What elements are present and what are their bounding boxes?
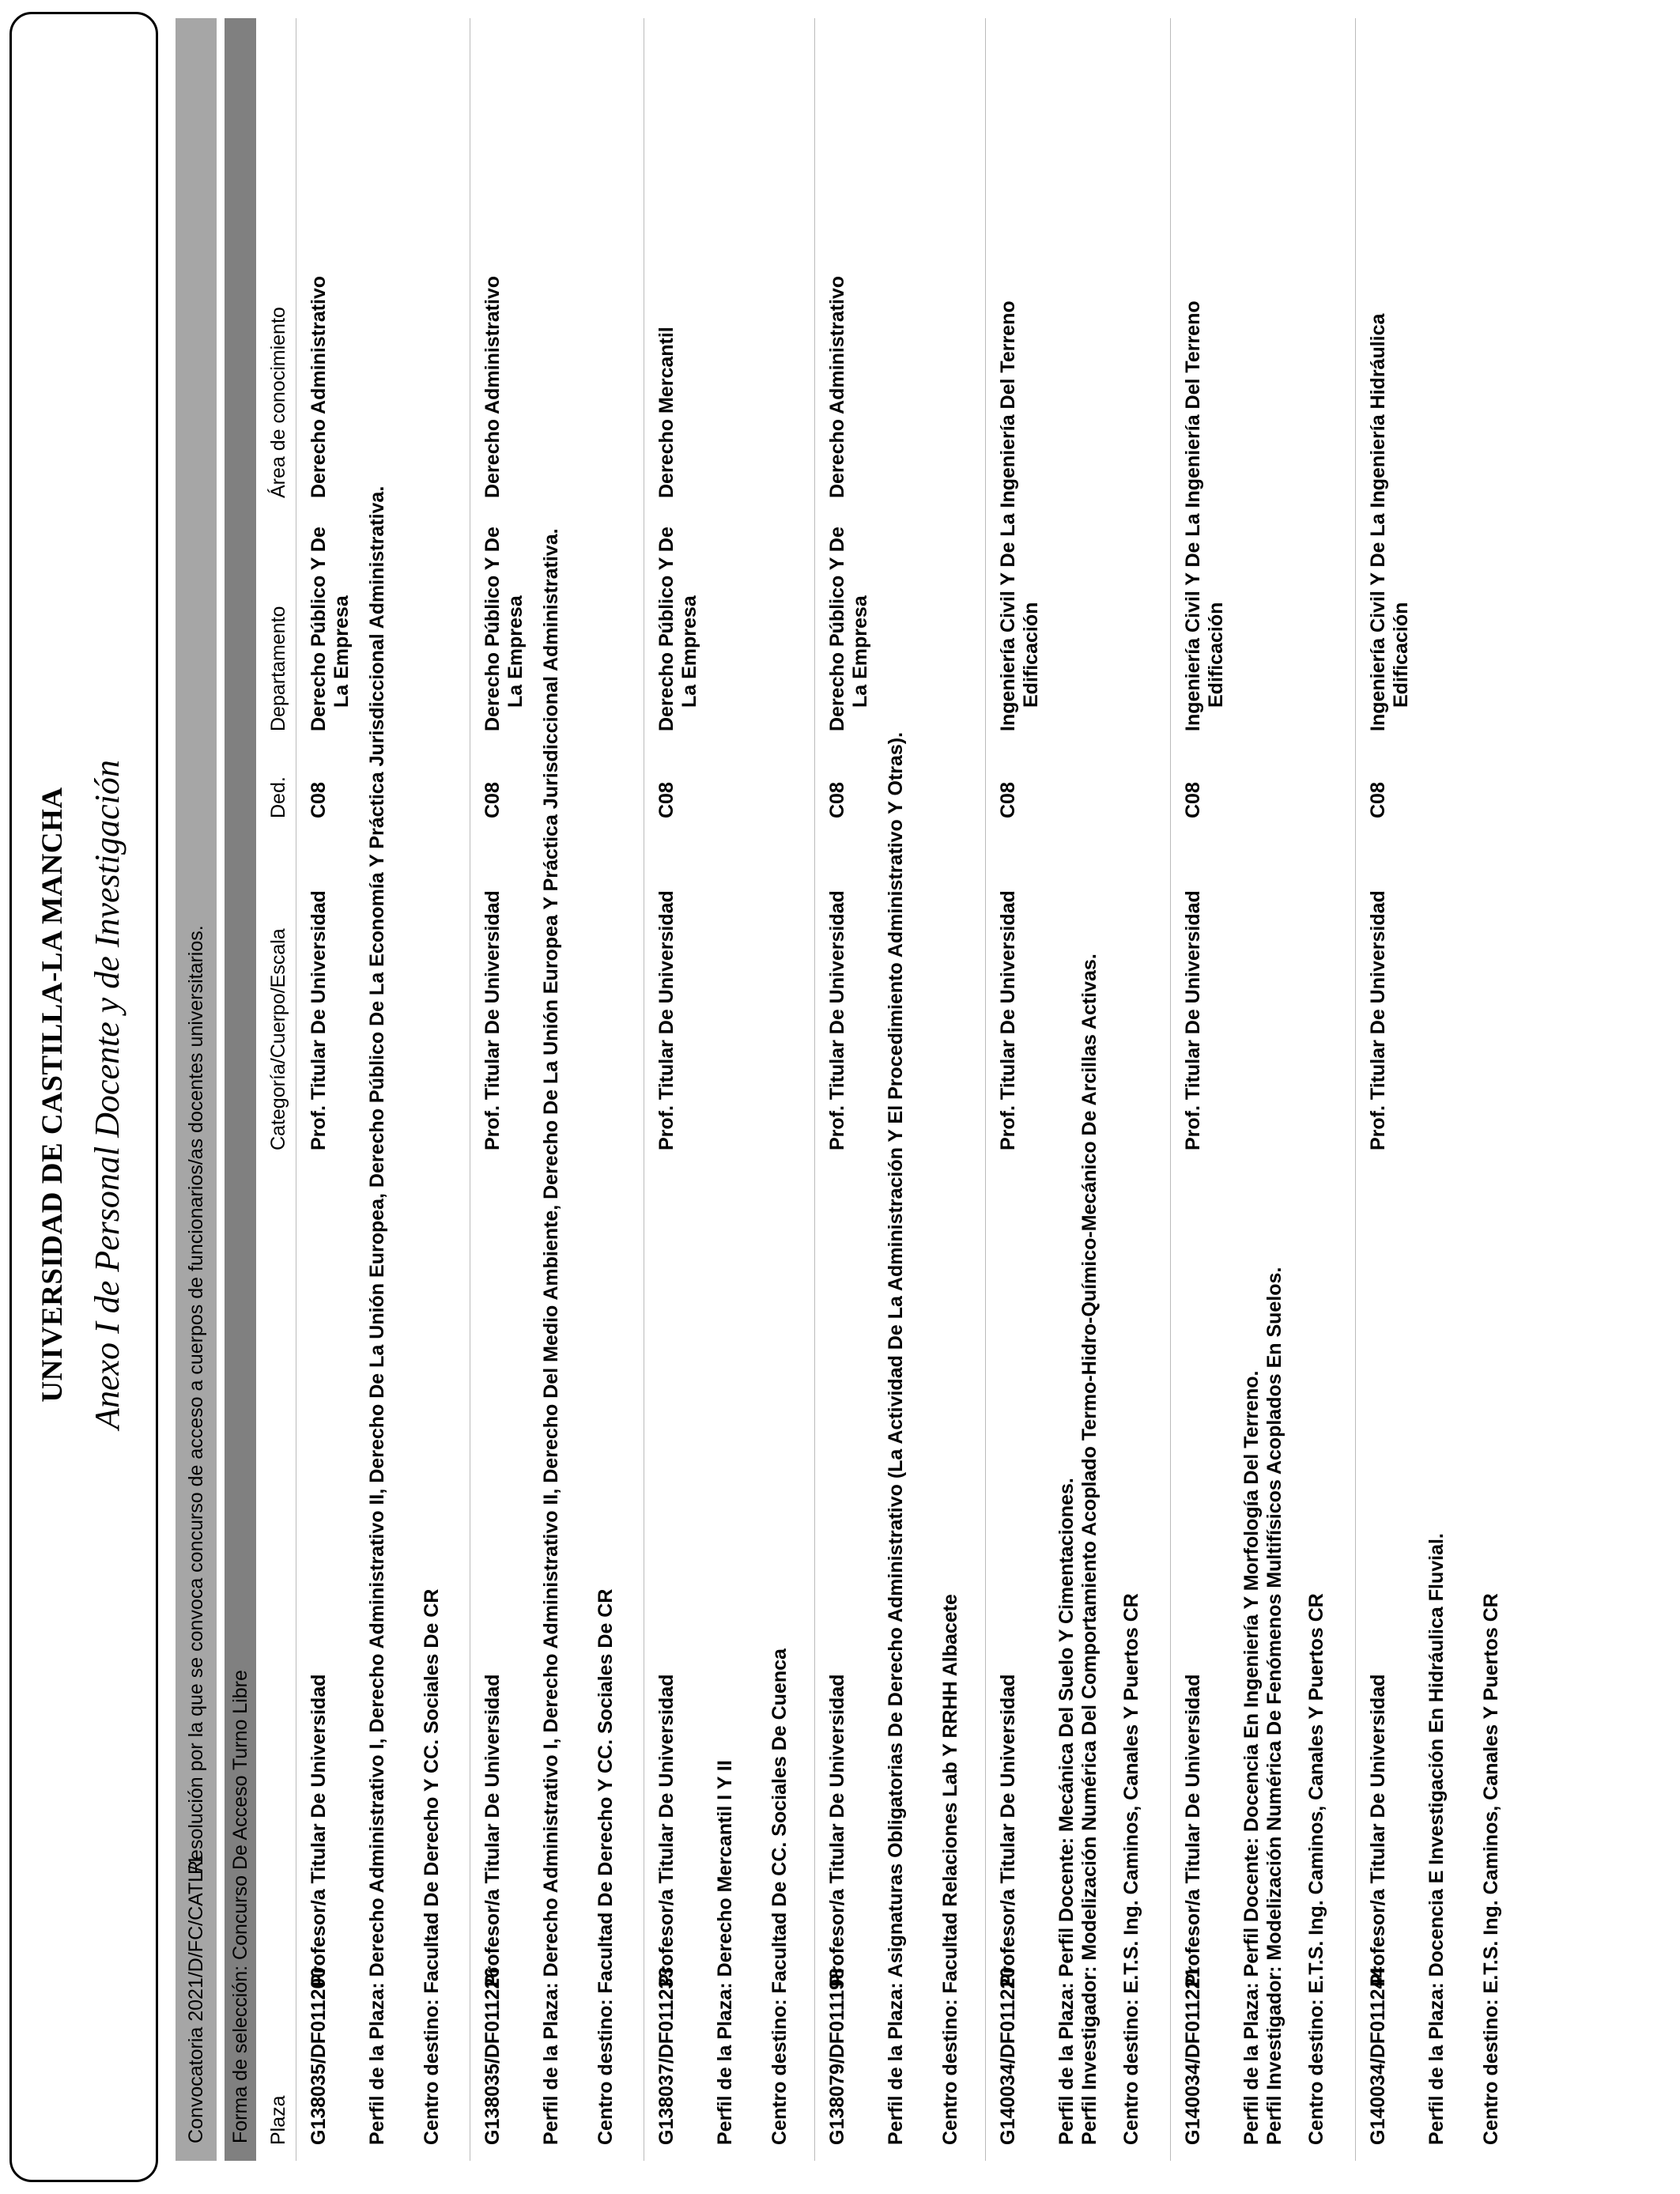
departamento-line: La Empresa: [330, 595, 353, 708]
plaza-dedicacion: C08: [826, 782, 848, 818]
plaza-centro-destino: Centro destino: E.T.S. Ing. Caminos, Canales Y Puertos CR: [1480, 1593, 1502, 2145]
record-block: [985, 18, 1171, 2161]
plaza-centro-destino: Centro destino: Facultad De CC. Sociales De Cuenca: [768, 1648, 791, 2145]
plaza-categoria: Prof. Titular De Universidad: [997, 890, 1019, 1150]
departamento-line: La Empresa: [504, 595, 527, 708]
convocatoria-bar: [176, 18, 217, 2161]
perfil-line: Perfil Investigador: Modelización Numérica De Fenómenos Multifísicos Acoplados En Suelos.: [1263, 1267, 1285, 2145]
perfil-line: Perfil de la Plaza: Docencia E Investigación En Hidráulica Fluvial.: [1425, 1533, 1448, 2145]
record-block: [644, 18, 815, 2161]
plaza-code: G138035/DF011200: [308, 1966, 330, 2145]
record-block: [1355, 18, 1535, 2161]
plaza-perfil: [366, 486, 389, 2145]
annex-title: Anexo I de Personal Docente y de Investigación: [88, 760, 126, 1429]
plaza-dedicacion: C08: [997, 782, 1019, 818]
plaza-centro-destino: Centro destino: E.T.S. Ing. Caminos, Canales Y Puertos CR: [1120, 1593, 1142, 2145]
departamento-line: Ingeniería Civil Y De La Ingeniería Hidráulica: [1367, 313, 1389, 731]
record-block: [814, 18, 986, 2161]
perfil-line: Perfil de la Plaza: Derecho Mercantil I Y II: [714, 1760, 736, 2145]
record-block: [470, 18, 644, 2161]
plaza-departamento: [655, 527, 701, 731]
col-plaza: Plaza: [267, 2095, 289, 2145]
plaza-departamento: [308, 527, 353, 731]
convocatoria-resolution: Resolución por la que se convoca concurso de acceso a cuerpos de funcionarios/as docentes universitarios.: [185, 925, 207, 1875]
record-block: [296, 18, 470, 2161]
selection-bar: [225, 18, 256, 2161]
table-header: [256, 18, 296, 2161]
col-area: Área de conocimiento: [267, 307, 289, 498]
plaza-area: Derecho Mercantil: [655, 327, 678, 498]
plaza-categoria-short: Profesor/a Titular De Universidad: [308, 1674, 330, 1987]
plaza-centro-destino: Centro destino: Facultad De Derecho Y CC. Sociales De CR: [421, 1588, 443, 2145]
plaza-area: Derecho Administrativo: [481, 275, 504, 498]
plaza-code: G140034/DF011244: [1367, 1966, 1389, 2145]
perfil-line: Perfil de la Plaza: Derecho Administrativo I, Derecho Administrativo II, Derecho De La Unión Europea, Derecho Público De La Economía Y Práctica Jurisdiccional Administrativa.: [366, 485, 388, 2145]
plaza-perfil: [1240, 1267, 1286, 2145]
plaza-departamento: [997, 300, 1043, 731]
plaza-code: G140034/DF011220: [997, 1966, 1019, 2145]
plaza-area: Derecho Administrativo: [308, 275, 330, 498]
plaza-code: G140034/DF011221: [1182, 1966, 1204, 2145]
perfil-line: Perfil de la Plaza: Perfil Docente: Mecánica Del Suelo Y Cimentaciones.: [1055, 1478, 1078, 2145]
departamento-line: Ingeniería Civil Y De La Ingeniería Del Terreno: [1182, 300, 1204, 731]
perfil-line: Perfil de la Plaza: Derecho Administrativo I, Derecho Administrativo II, Derecho Del Medio Ambiente, Derecho De La Unión Europea Y Práctica Jurisdiccional Administrativa.: [540, 528, 562, 2145]
plaza-centro-destino: Centro destino: E.T.S. Ing. Caminos, Canales Y Puertos CR: [1305, 1593, 1327, 2145]
perfil-line: Perfil de la Plaza: Perfil Docente: Docencia En Ingeniería Y Morfología Del Terreno.: [1240, 1370, 1263, 2145]
record-block: [1170, 18, 1356, 2161]
plaza-categoria-short: Profesor/a Titular De Universidad: [826, 1674, 848, 1987]
title-box: [9, 12, 158, 2182]
plaza-centro-destino: Centro destino: Facultad Relaciones Lab Y RRHH Albacete: [939, 1594, 961, 2145]
plaza-departamento: [1367, 314, 1413, 731]
departamento-line: La Empresa: [678, 595, 700, 708]
plaza-dedicacion: C08: [1182, 782, 1204, 818]
plaza-departamento: [1182, 300, 1228, 731]
plaza-categoria: Prof. Titular De Universidad: [1182, 890, 1204, 1150]
university-title: UNIVERSIDAD DE CASTILLA-LA MANCHA: [36, 787, 69, 1403]
departamento-line: Derecho Público Y De: [308, 527, 330, 731]
plaza-perfil: [540, 528, 563, 2145]
col-ded: Ded.: [267, 776, 289, 818]
departamento-line: Edificación: [1020, 602, 1042, 708]
departamento-line: La Empresa: [849, 595, 871, 708]
plaza-departamento: [481, 527, 527, 731]
plaza-perfil: [1055, 954, 1101, 2145]
plaza-categoria: Prof. Titular De Universidad: [481, 890, 504, 1150]
plaza-centro-destino: Centro destino: Facultad De Derecho Y CC. Sociales De CR: [595, 1588, 617, 2145]
departamento-line: Edificación: [1390, 602, 1412, 708]
col-departamento: Departamento: [267, 606, 289, 731]
plaza-perfil: [714, 1760, 737, 2145]
plaza-dedicacion: C08: [655, 782, 678, 818]
plaza-code: G138037/DF011233: [655, 1966, 678, 2145]
plaza-categoria-short: Profesor/a Titular De Universidad: [1367, 1674, 1389, 1987]
perfil-line: Perfil de la Plaza: Asignaturas Obligatorias De Derecho Administrativo (La Actividad De La Administración Y El Procedimiento Administrativo Y Otras).: [885, 731, 907, 2145]
selection-text: Forma de selección: Concurso De Acceso Turno Libre: [229, 1670, 251, 2143]
plaza-dedicacion: C08: [308, 782, 330, 818]
plaza-perfil: [885, 732, 908, 2145]
departamento-line: Ingeniería Civil Y De La Ingeniería Del Terreno: [997, 300, 1019, 731]
plaza-categoria: Prof. Titular De Universidad: [655, 890, 678, 1150]
plaza-categoria: Prof. Titular De Universidad: [1367, 890, 1389, 1150]
plaza-perfil: [1425, 1533, 1448, 2145]
col-categoria: Categoría/Cuerpo/Escala: [267, 928, 289, 1150]
plaza-dedicacion: C08: [481, 782, 504, 818]
plaza-categoria: Prof. Titular De Universidad: [308, 890, 330, 1150]
plaza-dedicacion: C08: [1367, 782, 1389, 818]
perfil-line: Perfil Investigador: Modelización Numérica Del Comportamiento Acoplado Termo-Hidro-Químico-Mecánico De Arcillas Activas.: [1078, 954, 1100, 2145]
plaza-categoria-short: Profesor/a Titular De Universidad: [997, 1674, 1019, 1987]
plaza-categoria-short: Profesor/a Titular De Universidad: [481, 1674, 504, 1987]
convocatoria-code: Convocatoria 2021/D/FC/CATL/1: [185, 1855, 207, 2143]
departamento-line: Derecho Público Y De: [826, 527, 848, 731]
plaza-area: Derecho Administrativo: [826, 275, 848, 498]
plaza-code: G138079/DF011198: [826, 1968, 848, 2145]
plaza-code: G138035/DF011226: [481, 1966, 504, 2145]
departamento-line: Edificación: [1205, 602, 1227, 708]
plaza-categoria: Prof. Titular De Universidad: [826, 890, 848, 1150]
plaza-categoria-short: Profesor/a Titular De Universidad: [1182, 1674, 1204, 1987]
departamento-line: Derecho Público Y De: [655, 527, 678, 731]
departamento-line: Derecho Público Y De: [481, 527, 504, 731]
plaza-categoria-short: Profesor/a Titular De Universidad: [655, 1674, 678, 1987]
plaza-departamento: [826, 527, 872, 731]
